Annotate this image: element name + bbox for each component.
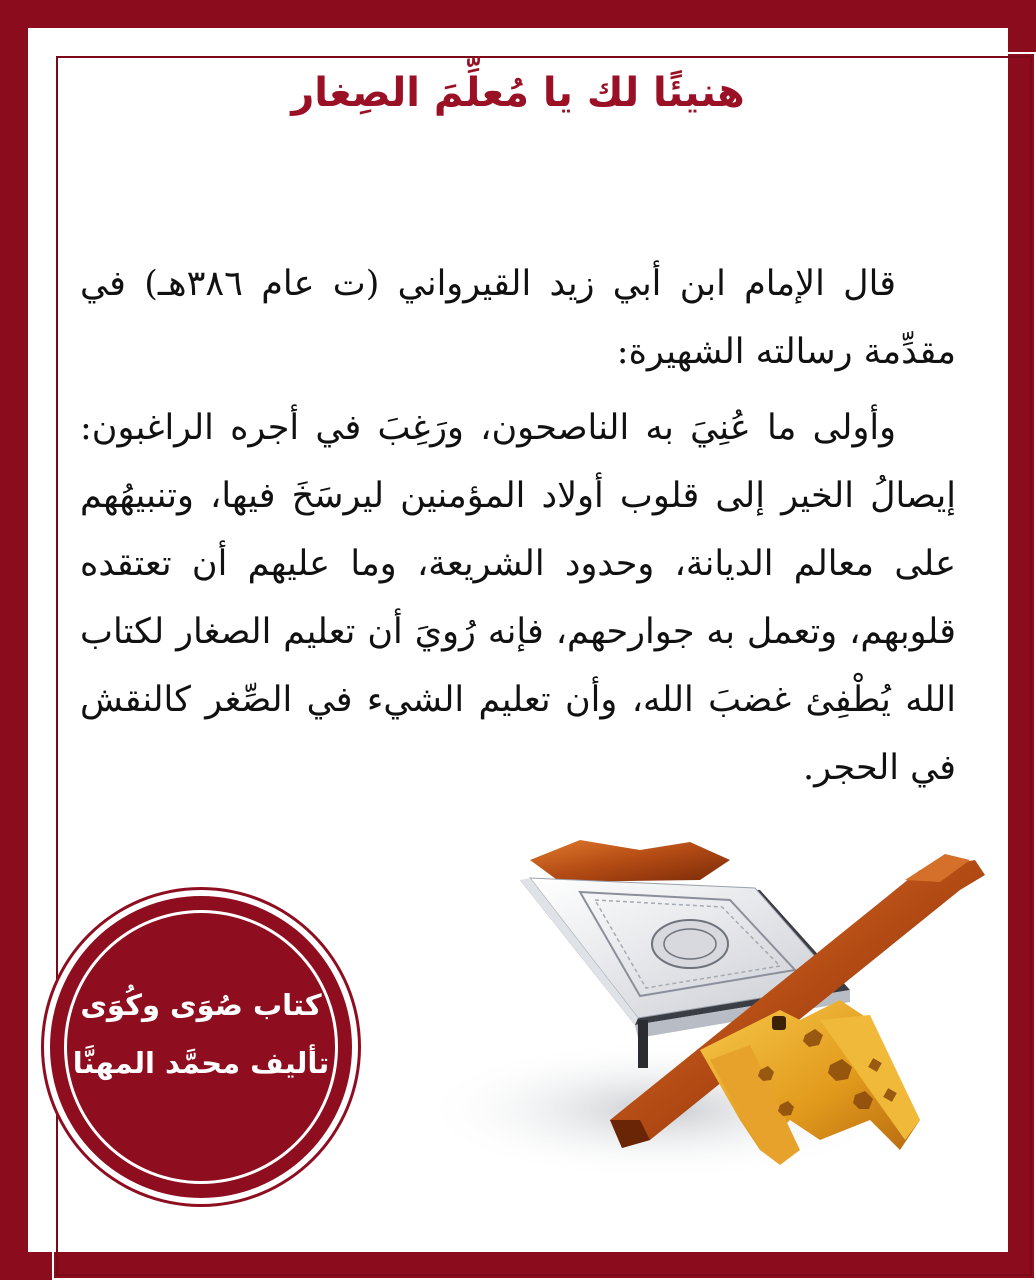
badge-text	[50, 976, 352, 1092]
page-title: هنيئًا لك يا مُعلِّمَ الصِغار	[291, 70, 745, 116]
badge-book-title: كتاب صُوَى وكُوَى	[80, 988, 322, 1022]
quote-body	[80, 250, 956, 810]
quran-stand-illustration	[400, 820, 990, 1200]
book-badge	[50, 896, 352, 1198]
intro-paragraph: قال الإمام ابن أبي زيد القيرواني (ت عام ٣٨٦هـ) في مقدِّمة رسالته الشهيرة:	[80, 264, 956, 372]
quote-paragraph: وأولى ما عُنِيَ به الناصحون، ورَغِبَ في أجره الراغبون: إيصالُ الخير إلى قلوب أولاد المؤمنين ليرسَخَ فيها، وتنبيهُهم على معالم الديانة، وحدود الشريعة، وما عليهم أن تعتقده قلوبهم، وتعمل به جوارحهم، فإنه رُويَ أن تعليم الصغار لكتاب الله يُطْفِئ غضبَ الله، وأن تعليم الشيء في الصِّغر كالنقش في الحجر.	[80, 408, 956, 788]
badge-author: تأليف محمَّد المهنَّا	[72, 1046, 330, 1080]
